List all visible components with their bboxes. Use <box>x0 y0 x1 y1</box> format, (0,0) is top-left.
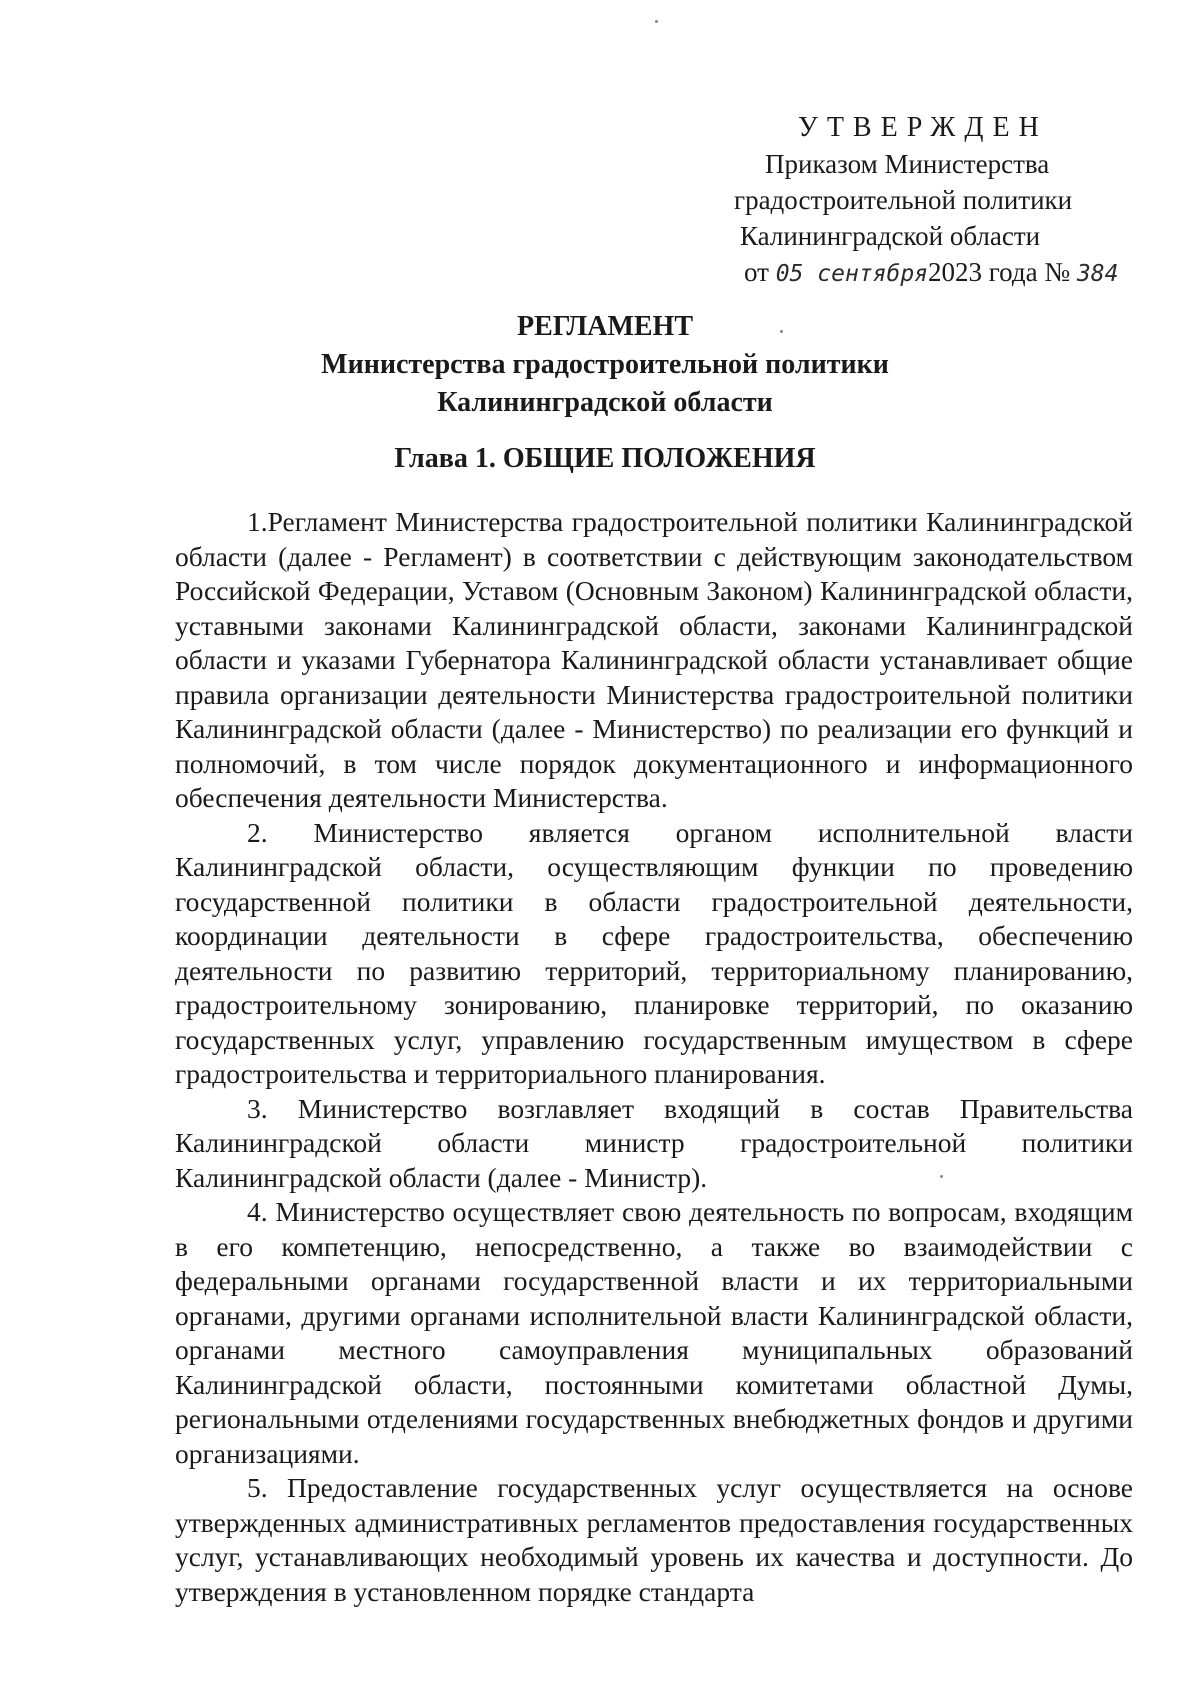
approval-date-prefix: от <box>744 257 769 287</box>
approval-date-year: 2023 года № <box>928 257 1071 287</box>
document-title: РЕГЛАМЕНТ <box>516 311 693 342</box>
approval-title: УТВЕРЖДЕН <box>798 112 1048 143</box>
approval-line-2: градостроительной политики <box>734 185 1073 215</box>
chapter-title: Глава 1. ОБЩИЕ ПОЛОЖЕНИЯ <box>394 443 816 474</box>
scan-speck <box>655 20 658 23</box>
scan-speck <box>780 330 783 333</box>
document-header <box>170 308 1040 422</box>
paragraph-2: 2. Министерство является органом исполнительной власти Калининградской области, осуществляющим функции по проведению государственной политики в области градостроительной деятельности, координации деятельности в сфере градостроительства, обеспечению деятельности по развитию территорий, территориальному планированию, градостроительному зонированию, планировке территорий, по оказанию государственных услуг, управлению государственным имуществом в сфере градостроительства и территориального планирования. <box>175 816 1133 1089</box>
approval-line-3: Калининградской области <box>740 221 1041 251</box>
approval-date-handwritten: 05 сентября <box>775 261 929 287</box>
approval-stamp <box>720 110 1140 292</box>
approval-line-1: Приказом Министерства <box>765 149 1050 179</box>
paragraph-4: 4. Министерство осуществляет свою деятельность по вопросам, входящим в его компетенцию, непосредственно, а также во взаимодействии с федеральными органами государственной власти и их территориальными органами, другими органами исполнительной власти Калининградской области, органами местного самоуправления муниципальных образований Калининградской области, постоянными комитетами областной Думы, региональными отделениями государственных внебюджетных фондов и другими организациями. <box>175 1196 1133 1469</box>
paragraph-5: 5. Предоставление государственных услуг осуществляется на основе утвержденных административных регламентов предоставления государственных услуг, устанавливающих необходимый уровень их качества и доступности. До утверждения в установленном порядке стандарта <box>175 1472 1133 1607</box>
document-body <box>175 505 1133 1609</box>
approval-date-line <box>720 254 1140 292</box>
document-subtitle-1: Министерства градостроительной политики <box>321 349 889 380</box>
scan-speck <box>940 1175 943 1178</box>
document-subtitle-2: Калининградской области <box>437 387 773 418</box>
paragraph-3: 3. Министерство возглавляет входящий в состав Правительства Калининградской области министр градостроительной политики Калининградской области (далее - Министр). <box>175 1092 1133 1193</box>
paragraph-1: 1.Регламент Министерства градостроительной политики Калининградской области (далее - Регламент) в соответствии с действующим законодательством Российской Федерации, Уставом (Основным Законом) Калининградской области, уставными законами Калининградской области, законами Калининградской области и указами Губернатора Калининградской области устанавливает общие правила организации деятельности Министерства градостроительной политики Калининградской области (далее - Министерство) по реализации его функций и полномочий, в том числе порядок документационного и информационного обеспечения деятельности Министерства. <box>175 506 1133 813</box>
approval-number-handwritten: 384 <box>1076 261 1119 287</box>
